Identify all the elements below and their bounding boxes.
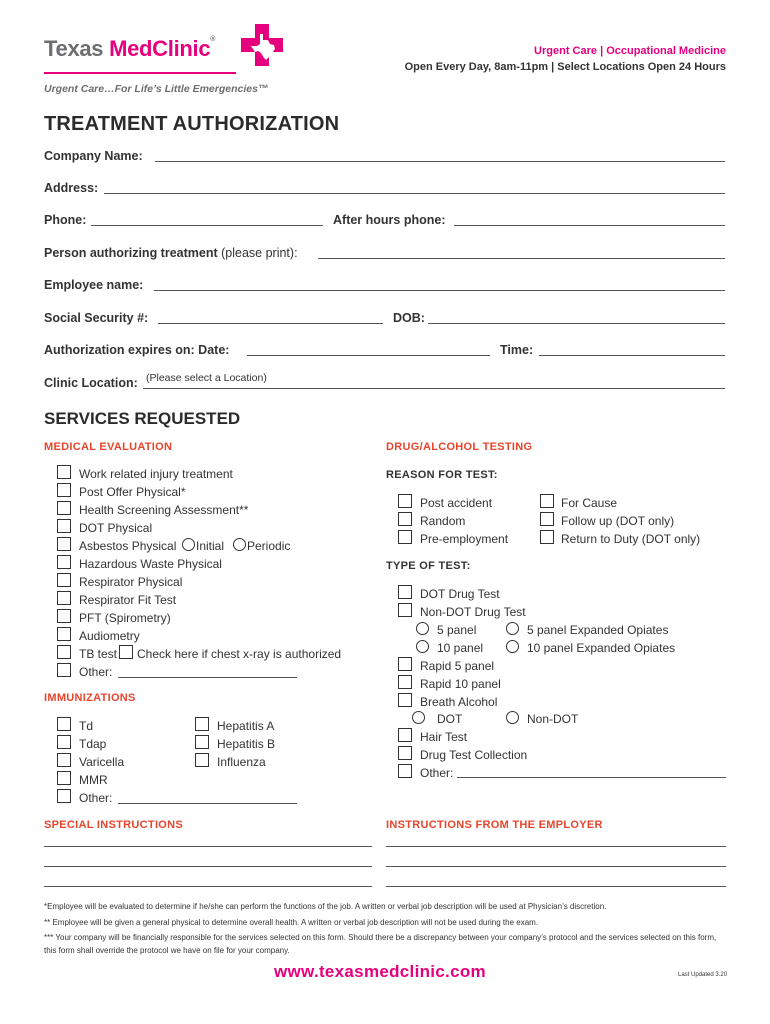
checkbox-immunization-other[interactable] [57,789,71,803]
employer-instructions-line-2[interactable] [386,866,726,867]
checkbox-mmr[interactable] [57,771,71,785]
checkbox-pre-employment[interactable] [398,530,412,544]
item-mmr: MMR [79,773,108,787]
checkbox-hepatitis-a[interactable] [195,717,209,731]
radio-asbestos-initial[interactable] [182,538,195,551]
checkbox-rapid-5[interactable] [398,657,412,671]
type-dot-drug-test: DOT Drug Test [420,587,500,601]
immunization-other-field[interactable] [118,803,297,804]
website-link[interactable]: www.texasmedclinic.com [274,962,486,981]
checkbox-breath-alcohol[interactable] [398,693,412,707]
checkbox-tb-test[interactable] [57,645,71,659]
item-immunization-other: Other: [79,791,113,805]
employee-name-label: Employee name: [44,278,144,292]
clinic-location-field [143,388,725,389]
reason-post-accident: Post accident [420,496,493,510]
label-10-panel-opiates: 10 panel Expanded Opiates [527,641,676,655]
drug-testing-heading: DRUG/ALCOHOL TESTING [386,441,533,453]
item-asbestos: Asbestos Physical [79,539,177,553]
company-name-field[interactable] [155,161,725,162]
asbestos-periodic-label: Periodic [247,539,291,553]
header-hours: Open Every Day, 8am-11pm | Select Locations Open 24 Hours [404,61,726,73]
radio-5-panel[interactable] [416,622,429,635]
immunizations-heading: IMMUNIZATIONS [44,692,136,704]
type-breath-alcohol: Breath Alcohol [420,695,498,709]
phone-label: Phone: [44,213,87,227]
reason-follow-up: Follow up (DOT only) [561,514,675,528]
radio-breath-non-dot[interactable] [506,711,519,724]
checkbox-post-offer[interactable] [57,483,71,497]
type-non-dot-drug-test: Non-DOT Drug Test [420,605,526,619]
person-authorizing-label [44,246,298,260]
checkbox-tdap[interactable] [57,735,71,749]
type-rapid-5: Rapid 5 panel [420,659,495,673]
checkbox-rapid-10[interactable] [398,675,412,689]
address-field[interactable] [104,193,725,194]
label-breath-dot: DOT [437,712,463,726]
logo-texas: Texas [44,36,104,61]
checkbox-influenza[interactable] [195,753,209,767]
after-hours-phone-field[interactable] [454,225,725,226]
ssn-label: Social Security #: [44,311,149,325]
logo-tagline: Urgent Care…For Life’s Little Emergencies™ [44,83,269,95]
radio-10-panel[interactable] [416,640,429,653]
checkbox-collection[interactable] [398,746,412,760]
reason-pre-employment: Pre-employment [420,532,509,546]
checkbox-varicella[interactable] [57,753,71,767]
label-5-panel: 5 panel [437,623,477,637]
footnote-2: ** Employee will be given a general physical to determine overall health. A written or verbal job description will not be used during the exam. [44,917,539,927]
type-rapid-10: Rapid 10 panel [420,677,501,691]
footnote-1: *Employee will be evaluated to determine if he/she can perform the functions of the job. A written or verbal job description will be used at Physician’s discretion. [44,902,607,911]
item-tdap: Tdap [79,737,107,751]
radio-breath-dot[interactable] [412,711,425,724]
chest-xray-label: Check here if chest x-ray is authorized [137,647,342,661]
checkbox-pft[interactable] [57,609,71,623]
page-title: TREATMENT AUTHORIZATION [44,113,340,135]
checkbox-asbestos[interactable] [57,537,71,551]
clinic-location-label: Clinic Location: [44,376,138,390]
label-10-panel: 10 panel [437,641,484,655]
footnotes [44,901,728,957]
person-authorizing-text: Person authorizing treatment [44,246,218,260]
label-breath-non-dot: Non-DOT [527,712,579,726]
item-hepatitis-b: Hepatitis B [217,737,276,751]
clinic-location-select[interactable]: (Please select a Location) [146,372,267,384]
expires-date-field[interactable] [247,355,490,356]
item-influenza: Influenza [217,755,266,769]
logo-registered: ® [210,36,216,43]
item-varicella: Varicella [79,755,125,769]
ssn-field[interactable] [158,323,383,324]
address-label: Address: [44,181,99,195]
checkbox-drug-other[interactable] [398,764,412,778]
dob-field[interactable] [428,323,725,324]
header-services: Urgent Care | Occupational Medicine [534,45,726,57]
special-instructions-line-1[interactable] [44,846,372,847]
checkbox-audiometry[interactable] [57,627,71,641]
checkbox-medical-other[interactable] [57,663,71,677]
checkbox-random[interactable] [398,512,412,526]
radio-10-panel-opiates[interactable] [506,640,519,653]
item-respirator-physical: Respirator Physical [79,575,183,589]
checkbox-health-screening[interactable] [57,501,71,515]
radio-5-panel-opiates[interactable] [506,622,519,635]
reason-random: Random [420,514,466,528]
reason-heading: REASON FOR TEST: [386,469,498,481]
checkbox-respirator-fit[interactable] [57,591,71,605]
type-hair-test: Hair Test [420,730,468,744]
item-pft: PFT (Spirometry) [79,611,171,625]
footnote-3: *** Your company will be financially responsible for the services selected on this form. Should there be a discrepancy between your company’s protocol and the services selected on this form, this form shall override the protocol we have on file for your company. [44,933,717,955]
item-audiometry: Audiometry [79,629,140,643]
item-hepatitis-a: Hepatitis A [217,719,275,733]
logo-wordmark [44,36,215,62]
after-hours-phone-label: After hours phone: [333,213,446,227]
reason-for-cause: For Cause [561,496,618,510]
item-respirator-fit: Respirator Fit Test [79,593,177,607]
item-td: Td [79,719,94,733]
checkbox-respirator-physical[interactable] [57,573,71,587]
checkbox-follow-up[interactable] [540,512,554,526]
special-instructions-line-3[interactable] [44,886,372,887]
logo-underline [44,72,236,74]
checkbox-chest-xray[interactable] [119,645,133,659]
logo-medclinic: MedClinic [109,36,211,61]
company-name-label: Company Name: [44,149,143,163]
checkbox-return-to-duty[interactable] [540,530,554,544]
medical-evaluation-heading: MEDICAL EVALUATION [44,441,173,453]
checkbox-hazardous-waste[interactable] [57,555,71,569]
item-tb-test: TB test [79,647,118,661]
employee-name-field[interactable] [154,290,725,291]
item-dot-physical: DOT Physical [79,521,153,535]
asbestos-initial-label: Initial [196,539,225,553]
medical-cross-texas-icon [238,22,288,74]
reason-return-to-duty: Return to Duty (DOT only) [561,532,701,546]
time-label: Time: [500,343,534,357]
time-field[interactable] [539,355,725,356]
please-print-text: (please print): [217,246,298,260]
drug-other-field[interactable] [457,777,726,778]
employer-instructions-line-3[interactable] [386,886,726,887]
medical-other-field[interactable] [118,677,297,678]
phone-field[interactable] [91,225,323,226]
person-authorizing-field[interactable] [318,258,725,259]
item-post-offer: Post Offer Physical* [79,485,186,499]
item-medical-other: Other: [79,665,113,679]
employer-instructions-heading: INSTRUCTIONS FROM THE EMPLOYER [386,819,603,831]
checkbox-td[interactable] [57,717,71,731]
checkbox-for-cause[interactable] [540,494,554,508]
special-instructions-heading: SPECIAL INSTRUCTIONS [44,819,184,831]
services-title: SERVICES REQUESTED [44,409,241,428]
last-updated: Last Updated 3.20 [678,972,728,978]
employer-instructions-line-1[interactable] [386,846,726,847]
type-heading: TYPE OF TEST: [386,560,471,572]
radio-asbestos-periodic[interactable] [233,538,246,551]
checkbox-dot-physical[interactable] [57,519,71,533]
logo [44,30,294,100]
checkbox-work-injury[interactable] [57,465,71,479]
checkbox-non-dot-drug-test[interactable] [398,603,412,617]
checkbox-dot-drug-test[interactable] [398,585,412,599]
checkbox-hair-test[interactable] [398,728,412,742]
dob-label: DOB: [393,311,425,325]
item-work-injury: Work related injury treatment [79,467,233,481]
item-hazardous-waste: Hazardous Waste Physical [79,557,222,571]
checkbox-hepatitis-b[interactable] [195,735,209,749]
type-collection: Drug Test Collection [420,748,528,762]
special-instructions-line-2[interactable] [44,866,372,867]
item-health-screening: Health Screening Assessment** [79,503,249,517]
type-drug-other: Other: [420,766,454,780]
expires-date-label: Authorization expires on: Date: [44,343,230,357]
checkbox-post-accident[interactable] [398,494,412,508]
label-5-panel-opiates: 5 panel Expanded Opiates [527,623,669,637]
